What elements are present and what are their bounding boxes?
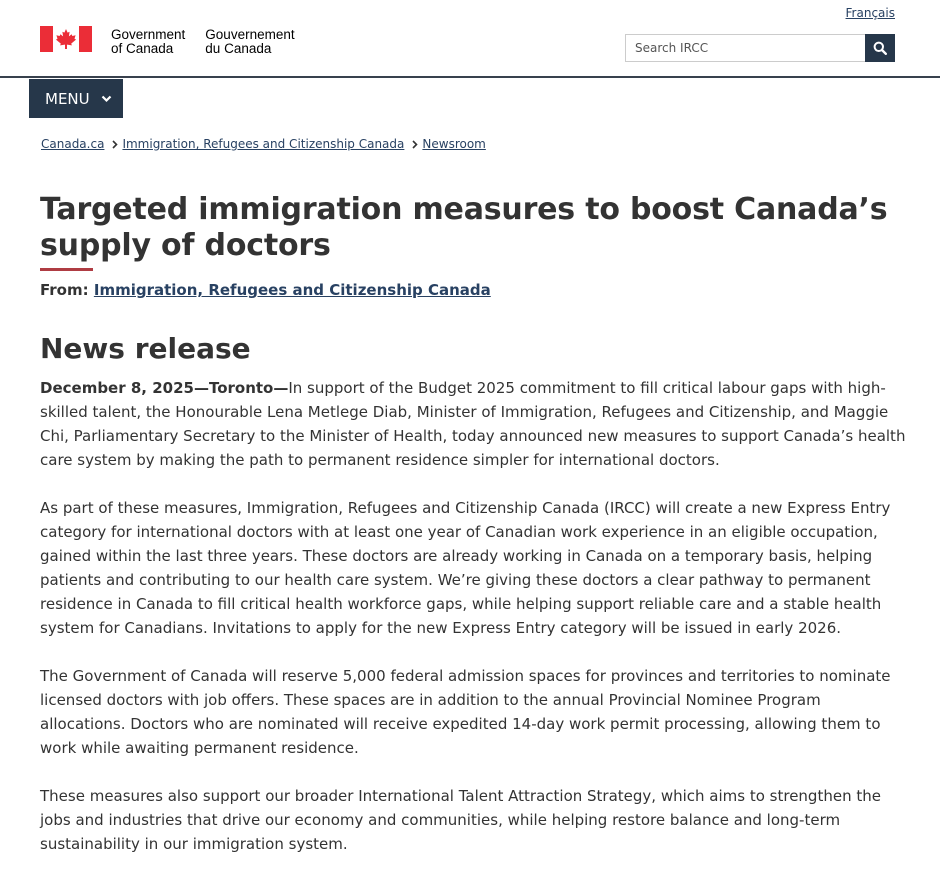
dateline: December 8, 2025—Toronto— <box>40 379 289 397</box>
from-label: From: <box>40 281 89 299</box>
chevron-right-icon <box>412 140 418 149</box>
signature-french <box>205 28 294 56</box>
language-toggle-link[interactable]: Français <box>845 6 895 20</box>
signature-en-line2: of Canada <box>111 41 174 56</box>
page-title: Targeted immigration measures to boost Canada’s supply of doctors <box>40 192 888 263</box>
government-signature[interactable] <box>40 26 295 56</box>
breadcrumb <box>41 137 486 151</box>
section-heading: News release <box>40 332 251 365</box>
article-body <box>40 376 910 876</box>
canada-flag-icon <box>40 26 92 52</box>
site-header <box>0 0 940 78</box>
paragraph: As part of these measures, Immigration, Refugees and Citizenship Canada (IRCC) will create a new Express Entry category for international doctors with at least one year of Canadian work experience in an eligible occupation, gained within the last three years. These doctors are already working in Canada on a temporary basis, helping patients and contributing to our health care system. We’re giving these doctors a clear pathway to permanent residence in Canada to fill critical health workforce gaps, while helping support reliable care and a stable health system for Canadians. Invitations to apply for the new Express Entry category will be issued in early 2026. <box>40 499 891 637</box>
signature-fr-line2: du Canada <box>205 41 272 56</box>
from-line <box>40 281 491 299</box>
search-button[interactable] <box>865 34 895 62</box>
search-form <box>625 34 895 62</box>
title-underline <box>40 268 93 271</box>
signature-english <box>111 28 185 56</box>
from-department-link[interactable]: Immigration, Refugees and Citizenship Canada <box>93 281 491 299</box>
chevron-right-icon <box>112 140 118 149</box>
menu-label: MENU <box>45 89 90 108</box>
paragraph <box>40 376 910 472</box>
chevron-down-icon <box>101 95 112 103</box>
paragraph: These measures also support our broader International Talent Attraction Strategy, which aims to strengthen the jobs and industries that drive our economy and communities, while helping restore balance and long-term sustainability in our immigration system. <box>40 787 881 853</box>
menu-button[interactable] <box>29 79 123 118</box>
breadcrumb-canada-ca[interactable]: Canada.ca <box>41 137 105 151</box>
search-icon <box>873 41 887 55</box>
signature-en-line1: Government <box>111 27 186 42</box>
search-input[interactable] <box>625 34 865 62</box>
paragraph: The Government of Canada will reserve 5,000 federal admission spaces for provinces and territories to nominate licensed doctors with job offers. These spaces are in addition to the annual Provincial Nominee Program allocations. Doctors who are nominated will receive expedited 14-day work permit processing, allowing them to work while awaiting permanent residence. <box>40 667 891 757</box>
signature-fr-line1: Gouvernement <box>205 27 295 42</box>
breadcrumb-ircc[interactable]: Immigration, Refugees and Citizenship Canada <box>122 137 405 151</box>
breadcrumb-newsroom[interactable]: Newsroom <box>422 137 486 151</box>
paragraph-text: In support of the Budget 2025 commitment to fill critical labour gaps with high-skilled talent, the Honourable Lena Metlege Diab, Minister of Immigration, Refugees and Citizenship, and Maggie Chi, Parliamentary Secretary to the Minister of Health, today announced new measures to support Canada’s health care system by making the path to permanent residence simpler for international doctors. <box>40 379 906 469</box>
